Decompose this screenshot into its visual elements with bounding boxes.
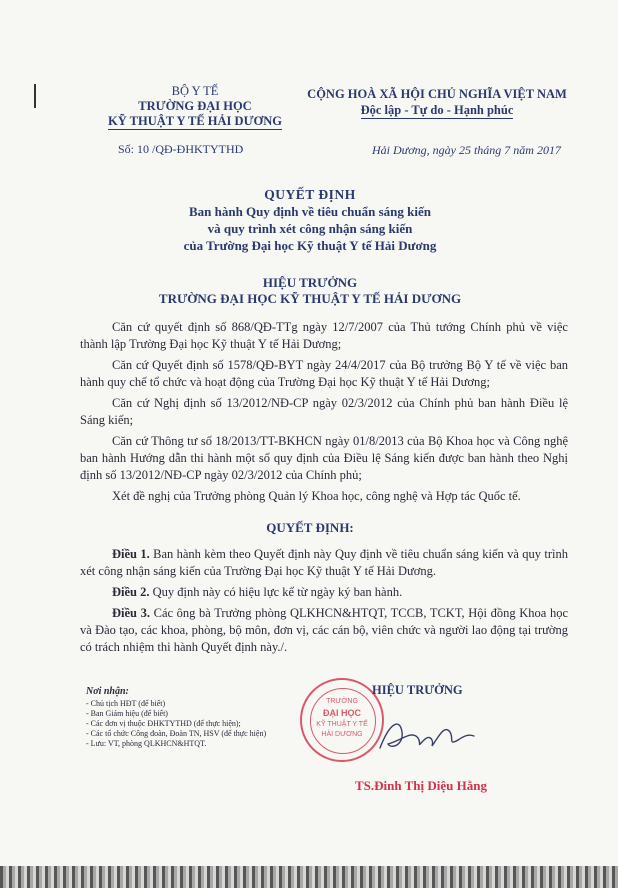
issue-date: Hải Dương, ngày 25 tháng 7 năm 2017	[372, 143, 561, 157]
decision-title-block	[100, 186, 520, 254]
stamp-line2: ĐẠI HỌC	[323, 708, 361, 718]
document-number: Số: 10 /QĐ-ĐHKTYTHD	[118, 142, 244, 156]
header-right	[292, 86, 582, 119]
legal-basis: Căn cứ Thông tư số 18/2013/TT-BKHCN ngày 01/8/2013 của Bộ Khoa học và Công nghệ ban hành Hướng dẫn thi hành một số quy định của Điều lệ Sáng kiến được ban hành theo Nghị định số 13/2012/NĐ-CP ngày 02/3/2012 của Chính phủ;	[80, 434, 568, 482]
recipient-item: - Chủ tịch HĐT (để biết)	[86, 699, 166, 708]
authority-line1: HIỆU TRƯỞNG	[262, 275, 358, 290]
article-2	[80, 584, 568, 601]
recipient-item: - Các đơn vị thuộc ĐHKTYTHD (để thực hiện);	[86, 719, 241, 728]
authority-block	[100, 275, 520, 307]
decision-subject-line2: và quy trình xét công nhận sáng kiến	[207, 221, 413, 236]
legal-basis: Căn cứ Nghị định số 13/2012/NĐ-CP ngày 02/3/2012 của Chính phủ ban hành Điều lệ Sáng kiến;	[80, 396, 568, 427]
decision-body-heading: QUYẾT ĐỊNH:	[266, 520, 354, 535]
decision-subject-line1: Ban hành Quy định về tiêu chuẩn sáng kiến	[188, 204, 432, 219]
authority-line2: TRƯỜNG ĐẠI HỌC KỸ THUẬT Y TẾ HẢI DƯƠNG	[158, 291, 462, 306]
legal-basis: Căn cứ Quyết định số 1578/QĐ-BYT ngày 24/4/2017 của Bộ trưởng Bộ Y tế về việc ban hành quy chế tổ chức và hoạt động của Trường Đại học Kỹ thuật Y tế Hải Dương;	[80, 358, 568, 389]
scan-edge-strip	[0, 866, 618, 888]
article-text: Quy định này có hiệu lực kể từ ngày ký ban hành.	[149, 585, 403, 599]
stamp-line3: KỸ THUẬT Y TẾ	[316, 721, 368, 728]
stamp-line1: TRƯỜNG	[326, 698, 358, 705]
legal-basis: Xét đề nghị của Trưởng phòng Quản lý Khoa học, công nghệ và Hợp tác Quốc tế.	[112, 489, 521, 503]
signer-role: HIỆU TRƯỞNG	[372, 683, 463, 697]
recipient-item: - Các tổ chức Công đoàn, Đoàn TN, HSV (để thực hiện)	[86, 729, 267, 738]
decision-subject-line3: của Trường Đại học Kỹ thuật Y tế Hải Dương	[183, 238, 437, 253]
recipients-title: Nơi nhận:	[86, 686, 129, 697]
article-text: Ban hành kèm theo Quyết định này Quy định về tiêu chuẩn sáng kiến và quy trình xét công nhận sáng kiến của Trường Đại học Kỹ thuật Y tế Hải Dương.	[80, 547, 569, 578]
legal-basis: Căn cứ quyết định số 868/QĐ-TTg ngày 12/7/2007 của Thủ tướng Chính phủ về việc thành lập Trường Đại học Kỹ thuật Y tế Hải Dương;	[80, 320, 568, 351]
article-label: Điều 3.	[112, 606, 150, 620]
country-name: CỘNG HOÀ XÃ HỘI CHỦ NGHĨA VIỆT NAM	[307, 87, 567, 101]
national-motto: Độc lập - Tự do - Hạnh phúc	[360, 103, 514, 117]
articles	[80, 546, 568, 660]
recipient-item: - Lưu: VT, phòng QLKHCN&HTQT.	[86, 739, 207, 748]
signer-name: TS.Đinh Thị Diệu Hằng	[355, 778, 487, 793]
article-label: Điều 2.	[112, 585, 150, 599]
article-text: Các ông bà Trưởng phòng QLKHCN&HTQT, TCCB, TCKT, Hội đồng Khoa học và Đào tạo, các khoa, phòng, bộ môn, đơn vị, các cán bộ, viên chức và người lao động tại trường có trách nhiệm thi hành Quyết định này./.	[80, 606, 569, 654]
ministry-name: BỘ Y TẾ	[171, 84, 219, 98]
handwritten-signature	[372, 710, 492, 760]
legal-bases	[80, 319, 568, 509]
article-label: Điều 1.	[112, 547, 150, 561]
school-name-line2: KỸ THUẬT Y TẾ HẢI DƯƠNG	[108, 114, 282, 128]
stamp-line4: HẢI DƯƠNG	[321, 731, 363, 738]
recipients-block	[86, 687, 286, 749]
article-1	[80, 546, 568, 580]
decision-heading: QUYẾT ĐỊNH	[264, 187, 356, 202]
recipient-item: - Ban Giám hiệu (để biết)	[86, 709, 168, 718]
article-3	[80, 605, 568, 656]
scan-mark	[34, 84, 36, 108]
header-left	[70, 84, 320, 130]
school-name-line1: TRƯỜNG ĐẠI HỌC	[138, 99, 252, 113]
